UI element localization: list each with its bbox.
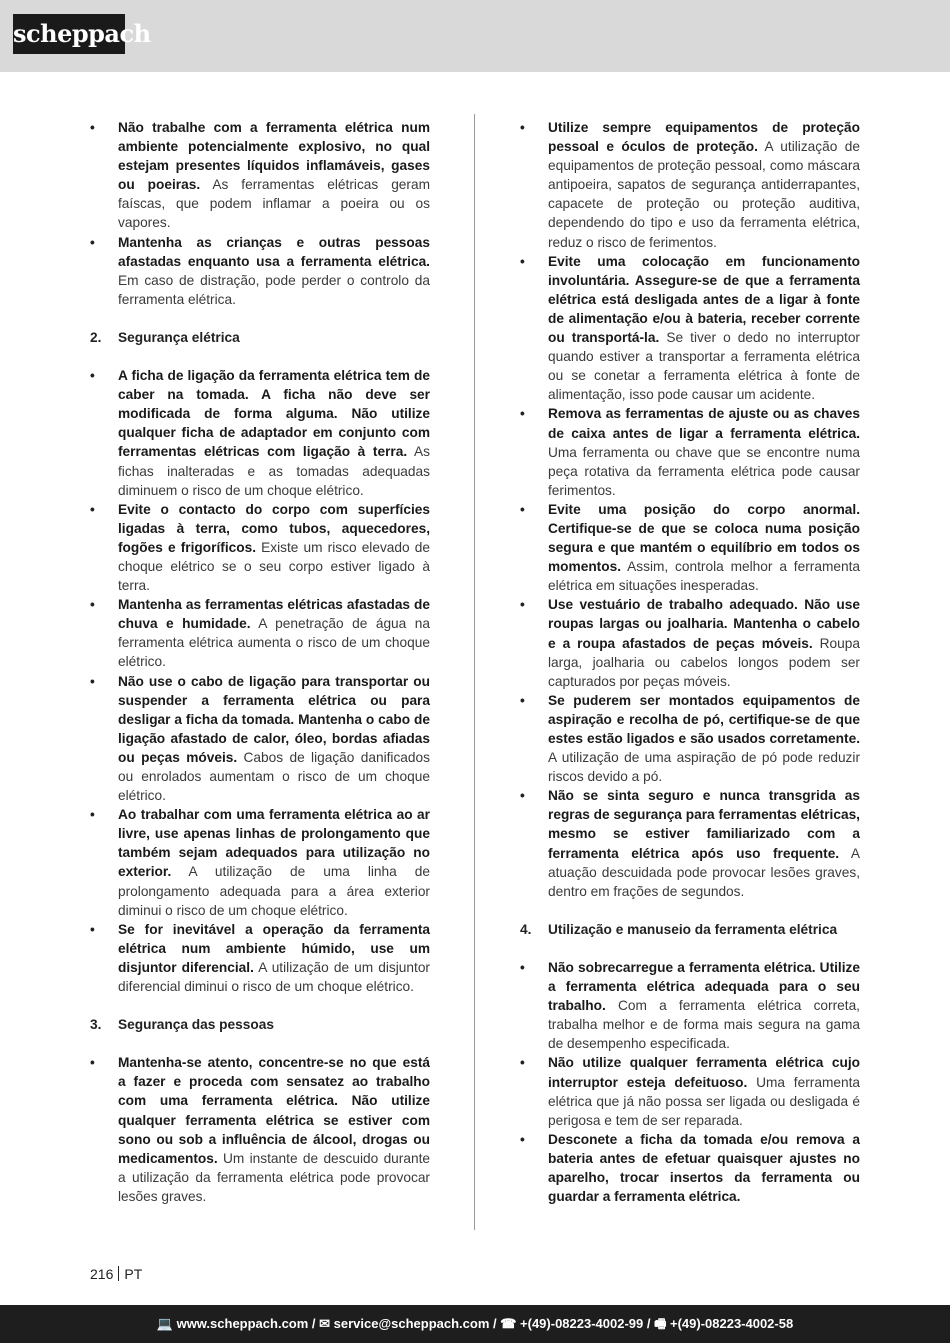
bullet-bold-text: Não use o cabo de ligação para transportar ou suspender a ferramenta elétrica ou para desligar a ficha da tomada. Mantenha o cabo de ligação afastado de calor, óleo, bordas afiadas ou peças móveis. <box>118 673 430 765</box>
bullet-item <box>520 252 860 405</box>
bullet-body-text: Cabos de ligação danificados ou enrolados aumentam o risco de um choque elétrico. <box>118 749 430 804</box>
bullet-body-text: Uma ferramenta elétrica que já não possa ser ligada ou desligada é perigosa e tem de ser reparada. <box>548 1074 860 1128</box>
bullet-icon: • <box>520 1131 525 1147</box>
bullet-body-text: Uma ferramenta ou chave que se encontre numa peça rotativa da ferramenta elétrica pode causar ferimentos. <box>548 444 860 498</box>
bullet-item <box>520 404 860 499</box>
bullet-bold-text: Remova as ferramentas de ajuste ou as chaves de caixa antes de ligar a ferramenta elétrica. <box>548 406 860 441</box>
bullet-bold-text: Ao trabalhar com uma ferramenta elétrica ao ar livre, use apenas linhas de prolongamento que também sejam adequados para utilização no exterior. <box>118 807 430 880</box>
section-number: 2. <box>90 329 102 345</box>
bullet-bold-text: Use vestuário de trabalho adequado. Não use roupas largas ou joalharia. Mantenha o cabelo e a roupa afastados de peças móveis. <box>548 597 860 651</box>
bullet-item <box>520 595 860 690</box>
bullet-bold-text: A ficha de ligação da ferramenta elétrica tem de caber na tomada. A ficha não deve ser modificada de forma alguma. Não utilize qualquer ficha de adaptador em conjunto com ferramentas elétricas com ligação à terra. <box>118 368 430 460</box>
bullet-icon: • <box>90 597 95 613</box>
bullet-item <box>90 118 430 233</box>
bullet-bold-text: Não sobrecarregue a ferramenta elétrica. Utilize a ferramenta elétrica adequada para o seu trabalho. <box>548 959 860 1014</box>
bullet-body-text: A utilização de um disjuntor diferencial diminui o risco de um choque elétrico. <box>118 959 430 995</box>
bullet-bold-text: Não trabalhe com a ferramenta elétrica num ambiente potencialmente explosivo, no qual estejam presentes líquidos inflamáveis, gases ou poeiras. <box>118 120 430 193</box>
bullet-icon: • <box>90 1055 95 1071</box>
section-heading <box>520 920 860 939</box>
bullet-icon: • <box>90 673 95 689</box>
bullet-body-text: Com a ferramenta elétrica correta, trabalha melhor e de forma mais segura na gama de desempenho especificada. <box>548 998 860 1052</box>
bullet-item <box>520 958 860 1053</box>
bullet-bold-text: Se for inevitável a operação da ferramenta elétrica num ambiente húmido, use um disjuntor diferencial. <box>118 921 430 975</box>
bullet-body-text: A utilização de equipamentos de proteção pessoal, como máscara antipoeira, sapatos de segurança antiderrapantes, capacete de proteção ou proteção auditiva, dependendo do tipo e uso da ferramenta elétrica, reduz o risco de ferimentos. <box>548 139 860 250</box>
section-title: Utilização e manuseio da ferramenta elétrica <box>548 921 838 937</box>
bullet-item <box>520 500 860 595</box>
section-title: Segurança das pessoas <box>118 1017 274 1033</box>
bullet-body-text: Em caso de distração, pode perder o controlo da ferramenta elétrica. <box>118 272 430 307</box>
column-divider <box>474 114 475 1230</box>
bullet-bold-text: Evite uma colocação em funcionamento involuntária. Assegure-se de que a ferramenta elétrica está desligada antes de a ligar à fonte de alimentação e/ou à bateria, receber corrente ou transportá-la. <box>548 253 860 346</box>
bullet-icon: • <box>520 501 525 517</box>
bullet-item <box>90 920 430 996</box>
contact-bar <box>0 1305 950 1343</box>
bullet-item <box>520 1130 860 1206</box>
bullet-icon: • <box>520 788 525 804</box>
bullet-item <box>90 805 430 920</box>
bullet-icon: • <box>90 501 95 517</box>
scheppach-logo: scheppach <box>13 14 125 54</box>
bullet-icon: • <box>520 253 525 269</box>
bullet-icon: • <box>520 406 525 422</box>
footer-separator <box>118 1266 119 1281</box>
bullet-item <box>90 500 430 595</box>
section-heading <box>90 1015 430 1034</box>
bullet-bold-text: Mantenha as ferramentas elétricas afastadas de chuva e humidade. <box>118 597 430 632</box>
bullet-icon: • <box>90 368 95 384</box>
section-number: 3. <box>90 1017 102 1033</box>
contact-info: 💻 www.scheppach.com / ✉ service@scheppach.com / ☎ +(49)-08223-4002-99 / 🖷 +(49)-08223-4002-58 <box>156 1316 794 1331</box>
bullet-body-text: A utilização de uma aspiração de pó pode reduzir riscos devido a pó. <box>548 750 860 785</box>
bullet-bold-text: Se puderem ser montados equipamentos de aspiração e recolha de pó, certifique-se de que estes estão ligados e são usados corretamente. <box>548 692 860 746</box>
bullet-icon: • <box>90 120 95 135</box>
bullet-icon: • <box>520 692 525 708</box>
bullet-icon: • <box>90 234 95 250</box>
bullet-bold-text: Mantenha-se atento, concentre-se no que está a fazer e proceda com sensatez ao trabalho com uma ferramenta elétrica. Não utilize qualquer ferramenta elétrica se estiver com sono ou sob a influência de álcool, drogas ou medicamentos. <box>118 1055 430 1166</box>
section-title: Segurança elétrica <box>118 329 240 345</box>
left-column <box>90 118 430 1206</box>
bullet-body-text: Se tiver o dedo no interruptor quando estiver a transportar a ferramenta elétrica ou se conetar a ferramenta elétrica à fonte de alimentação, isso pode causar um acidente. <box>548 330 860 403</box>
bullet-body-text: A atuação descuidada pode provocar lesões graves, dentro em frações de segundos. <box>548 845 860 899</box>
bullet-item <box>520 786 860 901</box>
bullet-bold-text: Evite o contacto do corpo com superfícies ligadas à terra, como tubos, aquecedores, fogões e frigoríficos. <box>118 501 430 555</box>
language-code: PT <box>124 1266 143 1282</box>
section-number: 4. <box>520 921 532 937</box>
bullet-item <box>520 1053 860 1129</box>
bullet-bold-text: Evite uma posição do corpo anormal. Certifique-se de que se coloca numa posição segura e que mantém o equilíbrio em todos os momentos. <box>548 501 860 575</box>
bullet-item <box>90 672 430 806</box>
section-heading <box>90 328 430 347</box>
bullet-icon: • <box>520 597 525 613</box>
bullet-item <box>90 366 430 500</box>
bullet-bold-text: Mantenha as crianças e outras pessoas afastadas enquanto usa a ferramenta elétrica. <box>118 234 430 269</box>
page-footer-number <box>90 1266 142 1282</box>
bullet-icon: • <box>90 921 95 937</box>
bullet-body-text: Existe um risco elevado de choque elétrico se o seu corpo estiver ligado à terra. <box>118 539 430 594</box>
bullet-bold-text: Não se sinta seguro e nunca transgrida as regras de segurança para ferramentas elétricas, mesmo se estiver familiarizado com a ferramenta elétrica após uso frequente. <box>548 788 860 861</box>
bullet-bold-text: Não utilize qualquer ferramenta elétrica cujo interruptor esteja defeituoso. <box>548 1055 860 1090</box>
bullet-body-text: Assim, controla melhor a ferramenta elétrica em situações inesperadas. <box>548 559 860 594</box>
bullet-icon: • <box>520 959 525 975</box>
bullet-item <box>90 233 430 309</box>
bullet-body-text: A penetração de água na ferramenta elétrica aumenta o risco de um choque elétrico. <box>118 616 430 670</box>
bullet-body-text: A utilização de uma linha de prolongamento adequada para a área exterior diminui o risco de um choque elétrico. <box>118 864 430 918</box>
page-header <box>0 0 950 72</box>
bullet-body-text: Roupa larga, joalharia ou cabelos longos podem ser capturados por peças móveis. <box>548 635 860 689</box>
bullet-body-text: Um instante de descuido durante a utilização da ferramenta elétrica pode provocar lesões graves. <box>118 1150 430 1204</box>
bullet-body-text: As ferramentas elétricas geram faíscas, que podem inflamar a poeira ou os vapores. <box>118 177 430 231</box>
bullet-bold-text: Utilize sempre equipamentos de proteção pessoal e óculos de proteção. <box>548 120 860 155</box>
bullet-bold-text: Desconete a ficha da tomada e/ou remova a bateria antes de efetuar quaisquer ajustes no aparelho, trocar insertos da ferramenta ou guardar a ferramenta elétrica. <box>548 1131 860 1205</box>
bullet-item <box>520 691 860 786</box>
bullet-icon: • <box>90 807 95 823</box>
right-column <box>520 118 860 1206</box>
page-number: 216 <box>90 1266 114 1282</box>
bullet-icon: • <box>520 120 525 135</box>
bullet-item <box>90 595 430 671</box>
bullet-icon: • <box>520 1055 525 1071</box>
bullet-body-text: As fichas inalteradas e as tomadas adequadas diminuem o risco de um choque elétrico. <box>118 444 430 498</box>
bullet-item <box>90 1053 430 1206</box>
bullet-item <box>520 118 860 252</box>
